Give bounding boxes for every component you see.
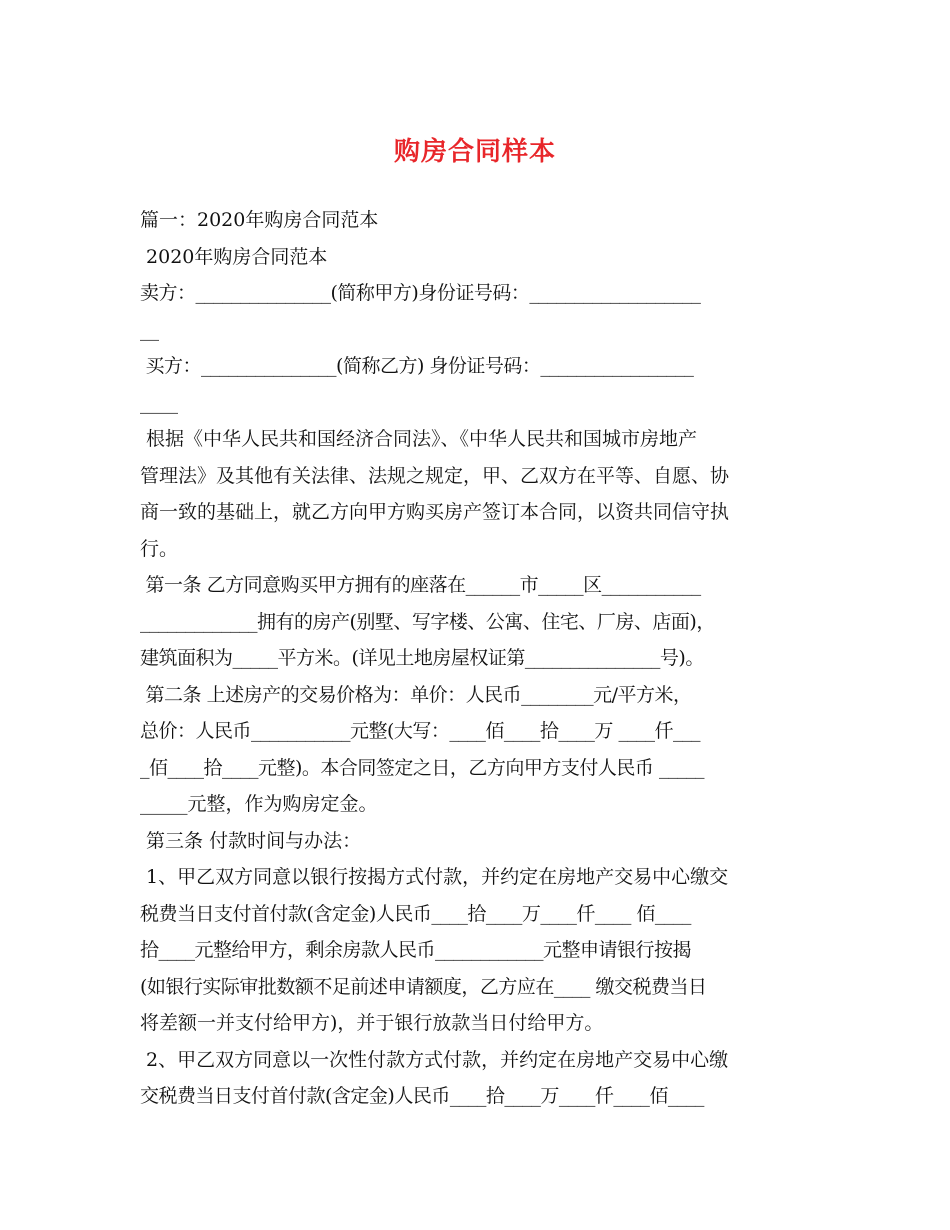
document-body [140, 202, 812, 1115]
text-line: 行。 [140, 537, 179, 560]
text-line: 2020年购房合同范本 [140, 245, 328, 268]
text-line: 根据《中华人民共和国经济合同法》、《中华人民共和国城市房地产 [140, 428, 698, 450]
text-line: 总价：人民币___________元整(大写：____佰____拾____万 ____仟___ [140, 720, 700, 742]
text-line: 第二条 上述房产的交易价格为：单价：人民币________元/平方米， [140, 683, 692, 706]
text-line: 第三条 付款时间与办法： [140, 829, 362, 852]
text-line: 交税费当日支付首付款(含定金)人民币____拾____万____仟____佰____ [140, 1085, 704, 1107]
text-line: 卖方：_______________(简称甲方)身份证号码：___________________ [140, 282, 701, 304]
text-line: 拾____元整给甲方，剩余房款人民币____________元整申请银行按揭 [140, 939, 692, 961]
text-line: 第一条 乙方同意购买甲方拥有的座落在______市_____区___________ [140, 574, 701, 596]
document-title: 购房合同样本 [393, 137, 556, 167]
text-line: 1、甲乙双方同意以银行按揭方式付款，并约定在房地产交易中心缴交 [140, 866, 729, 888]
text-line: 税费当日支付首付款(含定金)人民币____拾____万____仟____ 佰____ [140, 902, 691, 925]
text-line: _____元整，作为购房定金。 [140, 793, 378, 815]
text-line: _佰____拾____元整)。本合同签定之日，乙方向甲方支付人民币 _____ [140, 756, 704, 779]
text-line: (如银行实际审批数额不足前述申请额度，乙方应在____ 缴交税费当日 [140, 975, 707, 998]
text-line: _____________拥有的房产(别墅、写字楼、公寓、住宅、厂房、店面)， [140, 610, 715, 633]
text-line: 建筑面积为_____平方米。(详见土地房屋权证第_______________号)。 [140, 647, 704, 669]
text-line: ____ [140, 391, 178, 414]
text-line: 管理法》及其他有关法律、法规之规定，甲、乙双方在平等、自愿、协 [140, 464, 730, 487]
text-line: 买方：_______________(简称乙方) 身份证号码：_________________ [140, 355, 694, 377]
text-line: 将差额一并支付给甲方)，并于银行放款当日付给甲方。 [140, 1012, 604, 1034]
text-line: 2、甲乙双方同意以一次性付款方式付款，并约定在房地产交易中心缴 [140, 1048, 729, 1071]
text-line: 商一致的基础上，就乙方向甲方购买房产签订本合同，以资共同信守执 [140, 501, 730, 523]
text-line: __ [140, 318, 159, 341]
text-line: 篇一：2020年购房合同范本 [140, 209, 379, 231]
